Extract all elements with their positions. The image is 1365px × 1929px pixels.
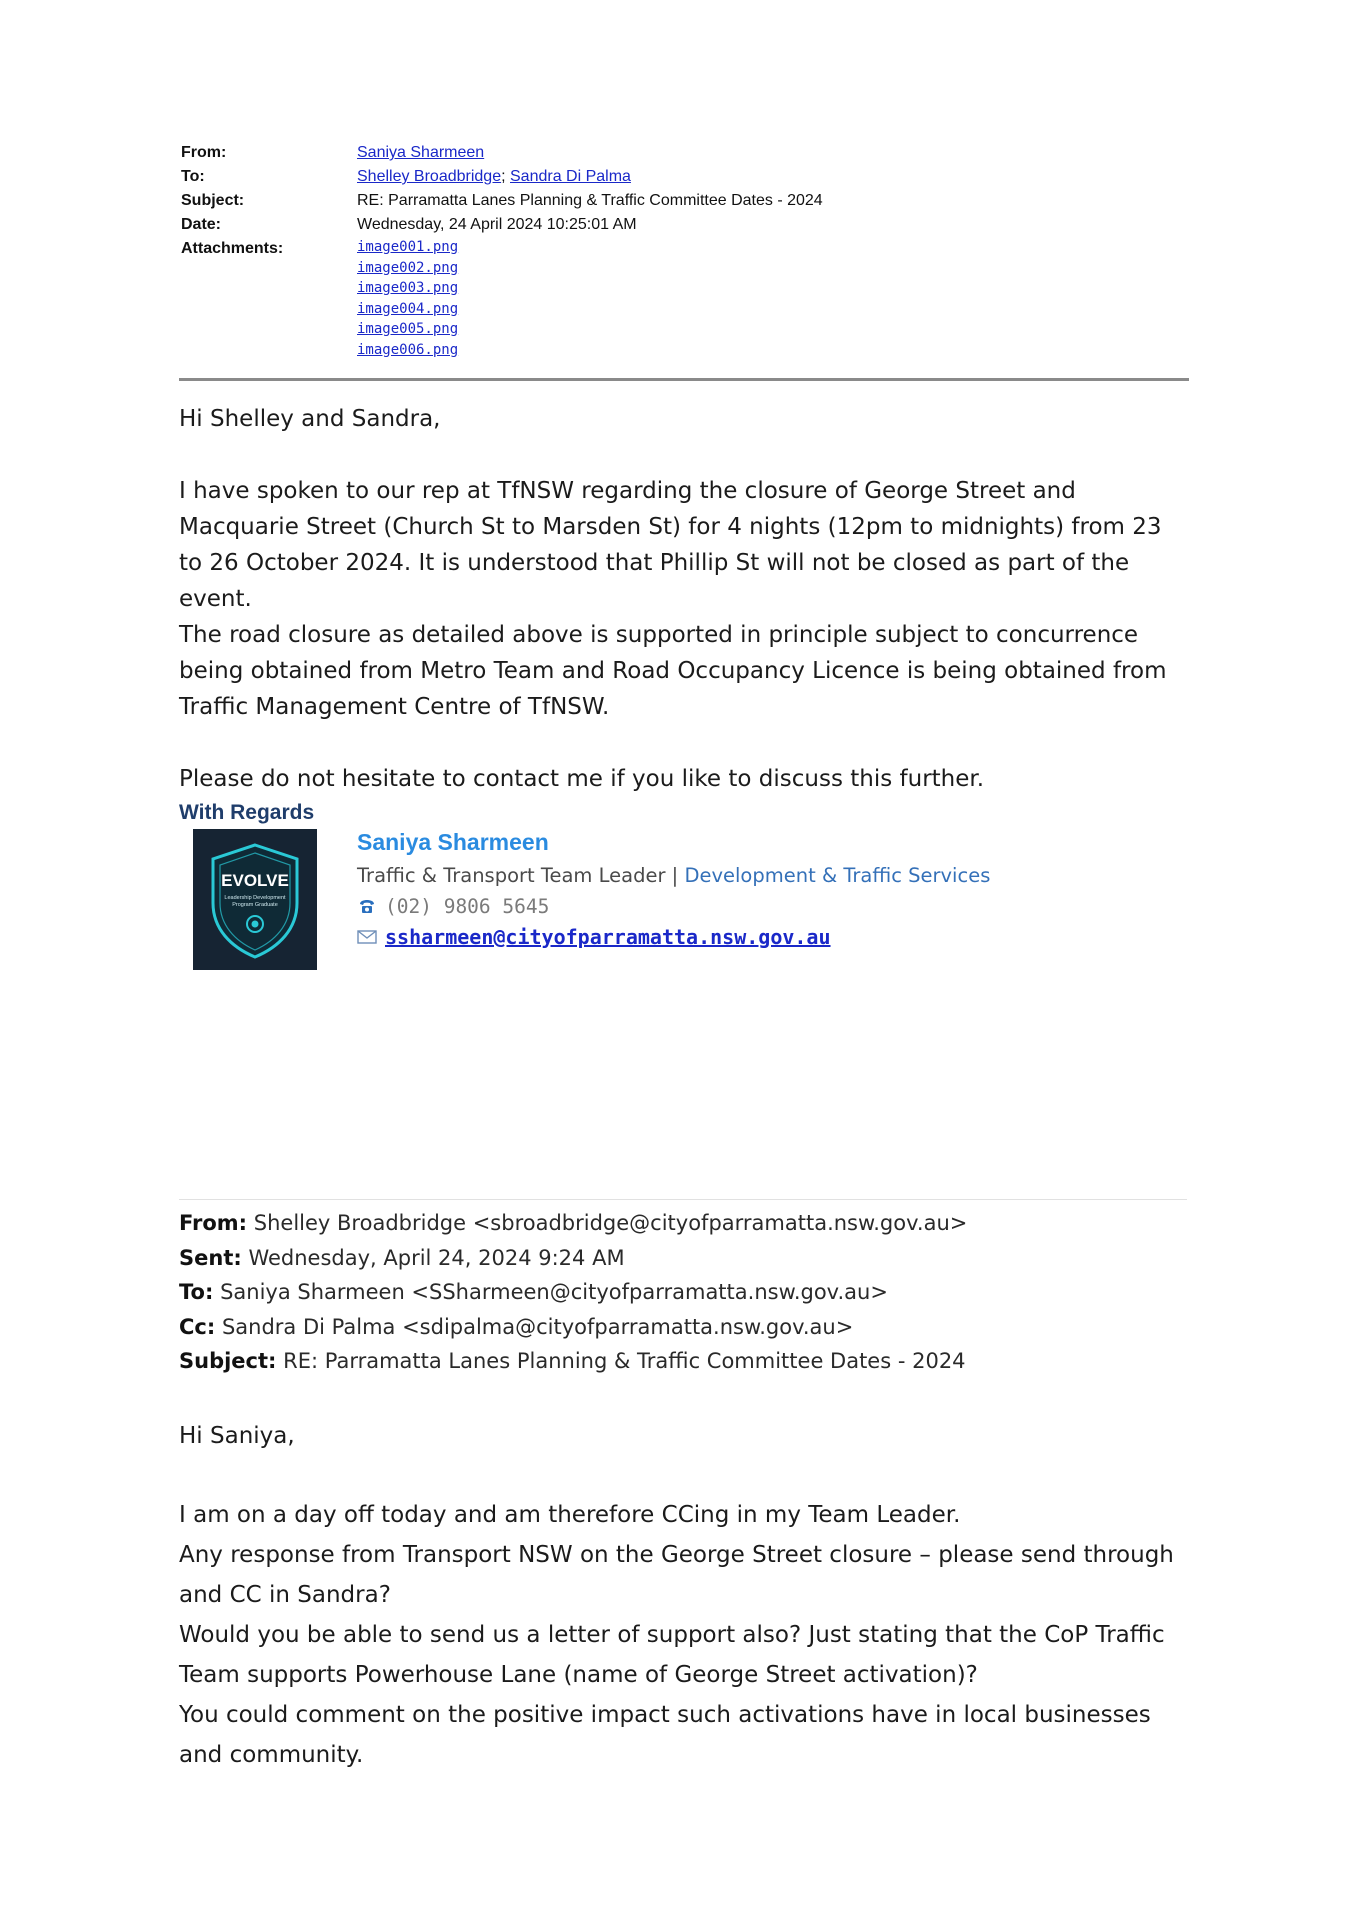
phone-icon	[357, 897, 377, 917]
attachments-row	[181, 237, 1191, 360]
previous-message-divider	[179, 1199, 1187, 1200]
body-line: Would you be able to send us a letter of support also? Just stating that the CoP Traffic Team supports Powerhouse Lane (name of George Street activation)?	[179, 1622, 1165, 1688]
to-row	[181, 165, 1191, 189]
subject-row	[181, 189, 1191, 213]
prev-cc-label: Cc:	[179, 1314, 216, 1339]
prev-to-label: To:	[179, 1280, 214, 1304]
date-label: Date:	[181, 216, 222, 233]
attachment-link[interactable]: image002.png	[357, 259, 459, 276]
reply-paragraph-1	[179, 473, 1189, 617]
signature-email-line	[357, 922, 990, 952]
prev-cc-row	[179, 1310, 967, 1345]
prev-sent-value: Wednesday, April 24, 2024 9:24 AM	[248, 1245, 625, 1270]
attachment-link[interactable]: image004.png	[357, 300, 459, 317]
signature-phone: (02) 9806 5645	[385, 895, 550, 918]
previous-greeting	[179, 1416, 1189, 1456]
previous-message-header	[179, 1206, 967, 1379]
greeting-text: Hi Saniya,	[179, 1423, 295, 1449]
paragraph-text: I have spoken to our rep at TfNSW regarding the closure of George Street and Macquarie Street (Church St to Marsden St) for 4 nights (12pm to midnights) from 23 to 26 October 2024. It is understood that Phillip St will not be closed as part of the event.	[179, 478, 1162, 612]
body-line: Any response from Transport NSW on the George Street closure – please send through and CC in Sandra?	[179, 1542, 1174, 1608]
reply-paragraph-3	[179, 761, 1189, 797]
prev-subject-label: Subject:	[179, 1349, 277, 1373]
prev-cc-value: Sandra Di Palma <sdipalma@cityofparramatta.nsw.gov.au>	[221, 1314, 854, 1339]
to-separator: ;	[501, 168, 506, 185]
logo-text: EVOLVE	[221, 871, 289, 890]
shield-icon	[193, 829, 317, 970]
prev-to-value: Saniya Sharmeen <SSharmeen@cityofparramatta.nsw.gov.au>	[220, 1280, 888, 1304]
logo-subtext: Program Graduate	[232, 902, 278, 908]
attachment-link[interactable]: image003.png	[357, 280, 459, 296]
prev-sent-row	[179, 1241, 967, 1276]
logo-subtext: Leadership Development	[224, 895, 286, 901]
previous-message-body	[179, 1495, 1189, 1775]
prev-subject-row	[179, 1344, 967, 1379]
prev-to-row	[179, 1275, 967, 1310]
regards-text: With Regards	[179, 801, 315, 824]
date-row	[181, 213, 1191, 237]
evolve-badge-logo	[193, 829, 317, 970]
attachments-list	[357, 237, 458, 360]
date-value: Wednesday, 24 April 2024 10:25:01 AM	[357, 216, 637, 233]
email-header	[181, 141, 1191, 360]
signature-phone-line	[357, 892, 990, 922]
attachment-link[interactable]: image005.png	[357, 321, 459, 337]
signature-name: Saniya Sharmeen	[357, 829, 549, 855]
paragraph-text: Please do not hesitate to contact me if you like to discuss this further.	[179, 766, 985, 792]
prev-from-label: From:	[179, 1211, 248, 1235]
signature-title-line	[357, 860, 990, 892]
attachment-link[interactable]: image001.png	[357, 239, 459, 255]
prev-subject-value: RE: Parramatta Lanes Planning & Traffic Committee Dates - 2024	[283, 1349, 966, 1373]
to-label: To:	[181, 168, 205, 185]
prev-sent-label: Sent:	[179, 1245, 242, 1270]
reply-paragraph-2	[179, 617, 1189, 725]
paragraph-text: The road closure as detailed above is supported in principle subject to concurrence being obtained from Metro Team and Road Occupancy Licence is being obtained from Traffic Management Centre of TfNSW.	[179, 622, 1167, 720]
subject-value: RE: Parramatta Lanes Planning & Traffic Committee Dates - 2024	[357, 192, 823, 209]
prev-from-row	[179, 1206, 967, 1241]
header-divider	[179, 378, 1189, 381]
from-row	[181, 141, 1191, 165]
reply-greeting	[179, 401, 1189, 437]
greeting-text: Hi Shelley and Sandra,	[179, 406, 441, 432]
body-line: I am on a day off today and am therefore CCing in my Team Leader.	[179, 1502, 961, 1528]
from-label: From:	[181, 144, 227, 161]
signature-department: Development & Traffic Services	[684, 864, 991, 887]
signature-title: Traffic & Transport Team Leader |	[357, 864, 679, 887]
to-link-shelley[interactable]: Shelley Broadbridge	[357, 168, 502, 185]
body-line: You could comment on the positive impact such activations have in local businesses and community.	[179, 1702, 1151, 1768]
envelope-icon	[357, 927, 377, 947]
signature-email-link[interactable]: ssharmeen@cityofparramatta.nsw.gov.au	[385, 925, 831, 949]
attachment-link[interactable]: image006.png	[357, 341, 459, 358]
attachments-label: Attachments:	[181, 240, 284, 257]
to-link-sandra[interactable]: Sandra Di Palma	[510, 168, 631, 185]
from-link[interactable]: Saniya Sharmeen	[357, 144, 485, 161]
subject-label: Subject:	[181, 192, 245, 209]
prev-from-value: Shelley Broadbridge <sbroadbridge@cityofparramatta.nsw.gov.au>	[253, 1211, 968, 1235]
email-signature	[357, 826, 990, 952]
